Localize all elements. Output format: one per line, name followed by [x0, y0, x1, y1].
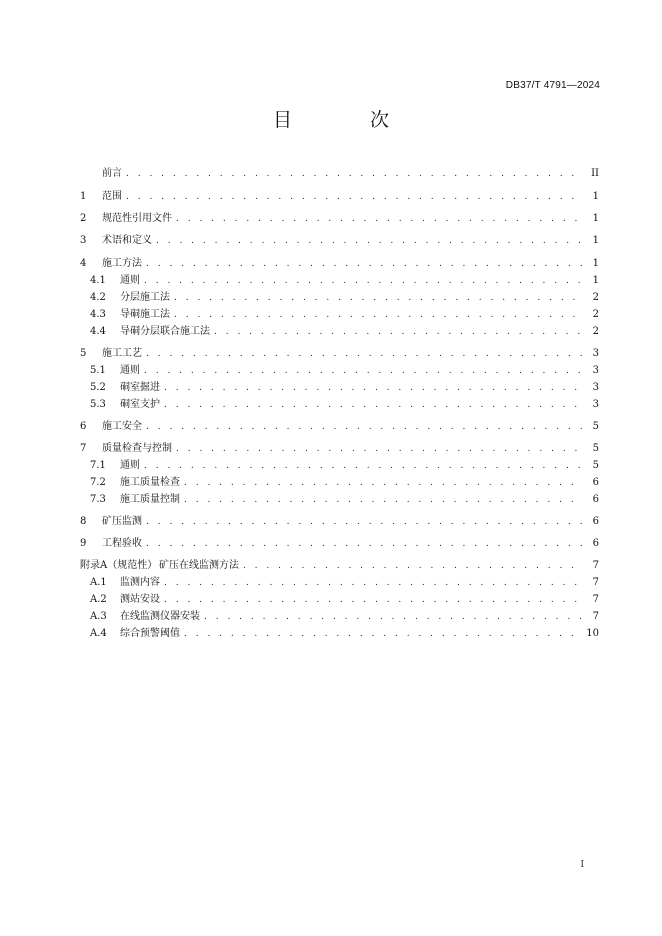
- toc-dot-leader: [174, 307, 583, 323]
- toc-dot-leader: [156, 233, 583, 249]
- toc-entry-page: 1: [592, 258, 599, 269]
- toc-entry-title: 施工安全: [102, 421, 142, 432]
- toc-entry-title: 通则: [120, 275, 140, 286]
- toc-entry-number: A.1: [90, 577, 107, 588]
- toc-entry-number: 4.1: [90, 275, 106, 286]
- toc-entry-number: 6: [80, 421, 87, 432]
- toc-entry-title: 规范性引用文件: [102, 213, 172, 224]
- toc-entry-title: 通则: [120, 365, 140, 376]
- toc-entry-number: 1: [80, 191, 87, 202]
- toc-entry-page: 3: [592, 365, 599, 376]
- toc-entry[interactable]: [80, 441, 599, 457]
- toc-entry[interactable]: [80, 290, 599, 306]
- toc-entry-page: 5: [592, 443, 599, 454]
- toc-entry-title: 工程验收: [102, 538, 142, 549]
- toc-entry-number: 附录A（规范性）: [80, 560, 158, 571]
- toc-dot-leader: [146, 419, 583, 435]
- toc-entry-title: 导硐分层联合施工法: [120, 326, 210, 337]
- toc-dot-leader: [126, 166, 583, 182]
- toc-entry-page: 6: [592, 516, 599, 527]
- toc-entry-page: 6: [592, 477, 599, 488]
- toc-entry[interactable]: [80, 324, 599, 340]
- toc-entry[interactable]: [80, 419, 599, 435]
- toc-entry[interactable]: [80, 211, 599, 227]
- toc-dot-leader: [164, 575, 583, 591]
- toc-entry-page: 1: [592, 213, 599, 224]
- toc-dot-leader: [164, 592, 583, 608]
- toc-entry-number: 4.4: [90, 326, 106, 337]
- toc-entry-number: A.3: [90, 611, 107, 622]
- toc-entry[interactable]: [80, 273, 599, 289]
- toc-entry-title: 导硐施工法: [120, 309, 170, 320]
- toc-entry-title: 施工方法: [102, 258, 142, 269]
- toc-entry[interactable]: [80, 492, 599, 508]
- toc-entry-page: 6: [592, 538, 599, 549]
- toc-entry-title: 在线监测仪器安装: [120, 611, 200, 622]
- toc-entry-number: 5.3: [90, 399, 106, 410]
- toc-entry-number: A.4: [90, 628, 107, 639]
- toc-dot-leader: [176, 441, 583, 457]
- toc-entry[interactable]: [80, 514, 599, 530]
- toc-entry-number: 4: [80, 258, 87, 269]
- toc-entry[interactable]: [80, 475, 599, 491]
- toc-entry-title: 范围: [102, 191, 122, 202]
- toc-dot-leader: [144, 273, 583, 289]
- toc-entry-number: 5: [80, 348, 87, 359]
- toc-entry-number: 2: [80, 213, 87, 224]
- toc-entry-title: 前言: [102, 168, 122, 179]
- toc-dot-leader: [243, 558, 583, 574]
- toc-entry-page: 1: [592, 275, 599, 286]
- toc-entry-title: 矿压监测: [102, 516, 142, 527]
- toc-dot-leader: [184, 626, 582, 642]
- toc-entry-number: 9: [80, 538, 87, 549]
- toc-entry-page: 3: [592, 348, 599, 359]
- toc-entry[interactable]: [80, 626, 599, 642]
- toc-entry-page: 2: [592, 309, 599, 320]
- toc-entry-page: 1: [592, 191, 599, 202]
- toc-dot-leader: [204, 609, 583, 625]
- toc-dot-leader: [164, 397, 583, 413]
- toc-entry[interactable]: [80, 397, 599, 413]
- toc-dot-leader: [164, 380, 583, 396]
- toc-entry-title: 术语和定义: [102, 235, 152, 246]
- page-number: I: [580, 860, 584, 870]
- toc-entry-page: 6: [592, 494, 599, 505]
- toc-entry[interactable]: [80, 189, 599, 205]
- toc-entry-page: 7: [592, 594, 599, 605]
- toc-dot-leader: [146, 514, 583, 530]
- toc-entry-number: 3: [80, 235, 87, 246]
- toc-dot-leader: [214, 324, 583, 340]
- toc-entry[interactable]: [80, 458, 599, 474]
- toc-dot-leader: [146, 536, 583, 552]
- toc-entry-page: 3: [592, 399, 599, 410]
- toc-entry-title: 监测内容: [120, 577, 160, 588]
- toc-entry-number: 8: [80, 516, 87, 527]
- toc-entry-number: 7.2: [90, 477, 106, 488]
- toc-entry[interactable]: [80, 380, 599, 396]
- toc-entry[interactable]: [80, 558, 599, 574]
- toc-entry-page: 3: [592, 382, 599, 393]
- toc-entry-number: 4.2: [90, 292, 106, 303]
- toc-entry-number: 5.2: [90, 382, 106, 393]
- toc-entry-number: 5.1: [90, 365, 106, 376]
- toc-entry-title: 分层施工法: [120, 292, 170, 303]
- toc-dot-leader: [146, 346, 583, 362]
- toc-entry-title: 硐室掘进: [120, 382, 160, 393]
- toc-dot-leader: [184, 492, 583, 508]
- toc-entry-page: 1: [592, 235, 599, 246]
- toc-dot-leader: [146, 256, 583, 272]
- toc-entry-page: 7: [592, 577, 599, 588]
- toc-dot-leader: [174, 290, 583, 306]
- standard-id: DB37/T 4791—2024: [505, 80, 600, 91]
- toc-entry[interactable]: [80, 609, 599, 625]
- toc-entry[interactable]: [80, 575, 599, 591]
- toc-entry-title: 施工质量控制: [120, 494, 180, 505]
- toc-dot-leader: [184, 475, 583, 491]
- toc-entry[interactable]: [80, 166, 599, 182]
- toc-entry-title: 质量检查与控制: [102, 443, 172, 454]
- toc-entry-number: 7.3: [90, 494, 106, 505]
- toc-entry-title: 测站安设: [120, 594, 160, 605]
- toc-entry[interactable]: [80, 346, 599, 362]
- toc-entry-number: 7: [80, 443, 87, 454]
- toc-entry[interactable]: [80, 592, 599, 608]
- toc-dot-leader: [126, 189, 583, 205]
- page-title: 目 次: [272, 109, 426, 131]
- toc-entry-page: 5: [592, 460, 599, 471]
- toc-entry[interactable]: [80, 307, 599, 323]
- toc-dot-leader: [144, 458, 583, 474]
- toc-entry[interactable]: [80, 256, 599, 272]
- toc-dot-leader: [144, 363, 583, 379]
- toc-entry-title: 硐室支护: [120, 399, 160, 410]
- toc-entry-page: 5: [592, 421, 599, 432]
- toc-entry-number: A.2: [90, 594, 107, 605]
- toc-entry-page: 7: [592, 611, 599, 622]
- toc-entry-page: 7: [592, 560, 599, 571]
- toc-entry-number: 4.3: [90, 309, 106, 320]
- toc-entry-page: 10: [586, 628, 599, 639]
- toc-entry-title: 通则: [120, 460, 140, 471]
- toc-entry[interactable]: [80, 363, 599, 379]
- toc-entry-page: 2: [592, 326, 599, 337]
- toc-entry[interactable]: [80, 536, 599, 552]
- toc-entry-number: 7.1: [90, 460, 106, 471]
- toc-entry-title: 施工工艺: [102, 348, 142, 359]
- toc-entry-page: 2: [592, 292, 599, 303]
- toc-dot-leader: [176, 211, 583, 227]
- toc-entry-page: II: [591, 168, 599, 179]
- toc-entry-title: 矿压在线监测方法: [158, 560, 239, 571]
- toc-entry-title: 综合预警阈值: [120, 628, 180, 639]
- toc-entry[interactable]: [80, 233, 599, 249]
- toc-entry-title: 施工质量检查: [120, 477, 180, 488]
